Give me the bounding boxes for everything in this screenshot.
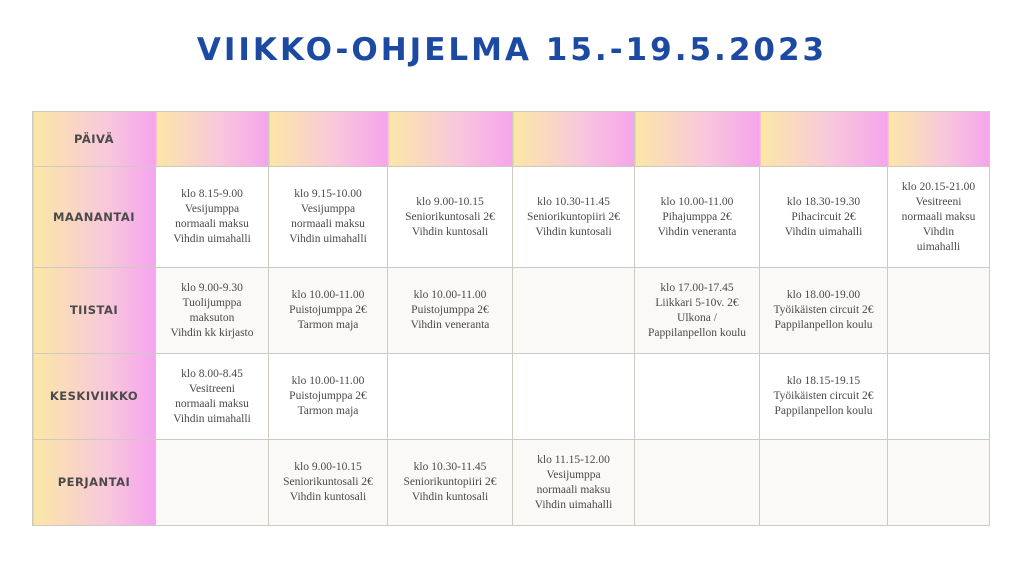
header-row <box>33 112 990 167</box>
schedule-cell: klo 9.00-10.15 Seniorikuntosali 2€ Vihdin kuntosali <box>388 167 513 268</box>
header-cell <box>269 112 388 167</box>
header-cell <box>513 112 635 167</box>
schedule-cell <box>635 354 760 440</box>
schedule-cell: klo 11.15-12.00 Vesijumppa normaali maksu Vihdin uimahalli <box>513 440 635 526</box>
schedule-cell: klo 9.15-10.00 Vesijumppa normaali maksu Vihdin uimahalli <box>269 167 388 268</box>
day-label: KESKIVIIKKO <box>33 354 156 440</box>
schedule-cell: klo 18.00-19.00 Työikäisten circuit 2€ Pappilanpellon koulu <box>760 268 888 354</box>
schedule-cell: klo 10.30-11.45 Seniorikuntopiiri 2€ Vihdin kuntosali <box>388 440 513 526</box>
schedule-cell: klo 10.00-11.00 Puistojumppa 2€ Tarmon maja <box>269 268 388 354</box>
header-cell <box>156 112 269 167</box>
day-label: PERJANTAI <box>33 440 156 526</box>
schedule-cell: klo 10.00-11.00 Pihajumppa 2€ Vihdin veneranta <box>635 167 760 268</box>
day-label: TIISTAI <box>33 268 156 354</box>
header-day-label: PÄIVÄ <box>33 112 156 167</box>
header-cell <box>888 112 990 167</box>
schedule-cell <box>888 268 990 354</box>
schedule-cell: klo 10.30-11.45 Seniorikuntopiiri 2€ Vihdin kuntosali <box>513 167 635 268</box>
schedule-cell <box>388 354 513 440</box>
table-row <box>33 354 990 440</box>
schedule-cell <box>156 440 269 526</box>
schedule-cell <box>513 354 635 440</box>
schedule-cell <box>635 440 760 526</box>
schedule-cell: klo 17.00-17.45 Liikkari 5-10v. 2€ Ulkona / Pappilanpellon koulu <box>635 268 760 354</box>
page-title: VIIKKO-OHJELMA 15.-19.5.2023 <box>196 32 828 68</box>
schedule-table <box>32 111 990 526</box>
table-row <box>33 167 990 268</box>
day-label: MAANANTAI <box>33 167 156 268</box>
schedule-cell: klo 9.00-9.30 Tuolijumppa maksuton Vihdin kk kirjasto <box>156 268 269 354</box>
schedule-cell <box>760 440 888 526</box>
schedule-cell: klo 10.00-11.00 Puistojumppa 2€ Vihdin veneranta <box>388 268 513 354</box>
table-row <box>33 268 990 354</box>
schedule-cell: klo 8.00-8.45 Vesitreeni normaali maksu Vihdin uimahalli <box>156 354 269 440</box>
schedule-cell <box>888 354 990 440</box>
schedule-cell: klo 10.00-11.00 Puistojumppa 2€ Tarmon maja <box>269 354 388 440</box>
schedule-cell <box>513 268 635 354</box>
header-cell <box>635 112 760 167</box>
schedule-cell <box>888 440 990 526</box>
schedule-cell: klo 8.15-9.00 Vesijumppa normaali maksu Vihdin uimahalli <box>156 167 269 268</box>
table-row <box>33 440 990 526</box>
schedule-cell: klo 18.15-19.15 Työikäisten circuit 2€ Pappilanpellon koulu <box>760 354 888 440</box>
schedule-cell: klo 9.00-10.15 Seniorikuntosali 2€ Vihdin kuntosali <box>269 440 388 526</box>
header-cell <box>388 112 513 167</box>
header-cell <box>760 112 888 167</box>
schedule-cell: klo 20.15-21.00 Vesitreeni normaali maksu Vihdin uimahalli <box>888 167 990 268</box>
schedule-cell: klo 18.30-19.30 Pihacircuit 2€ Vihdin uimahalli <box>760 167 888 268</box>
